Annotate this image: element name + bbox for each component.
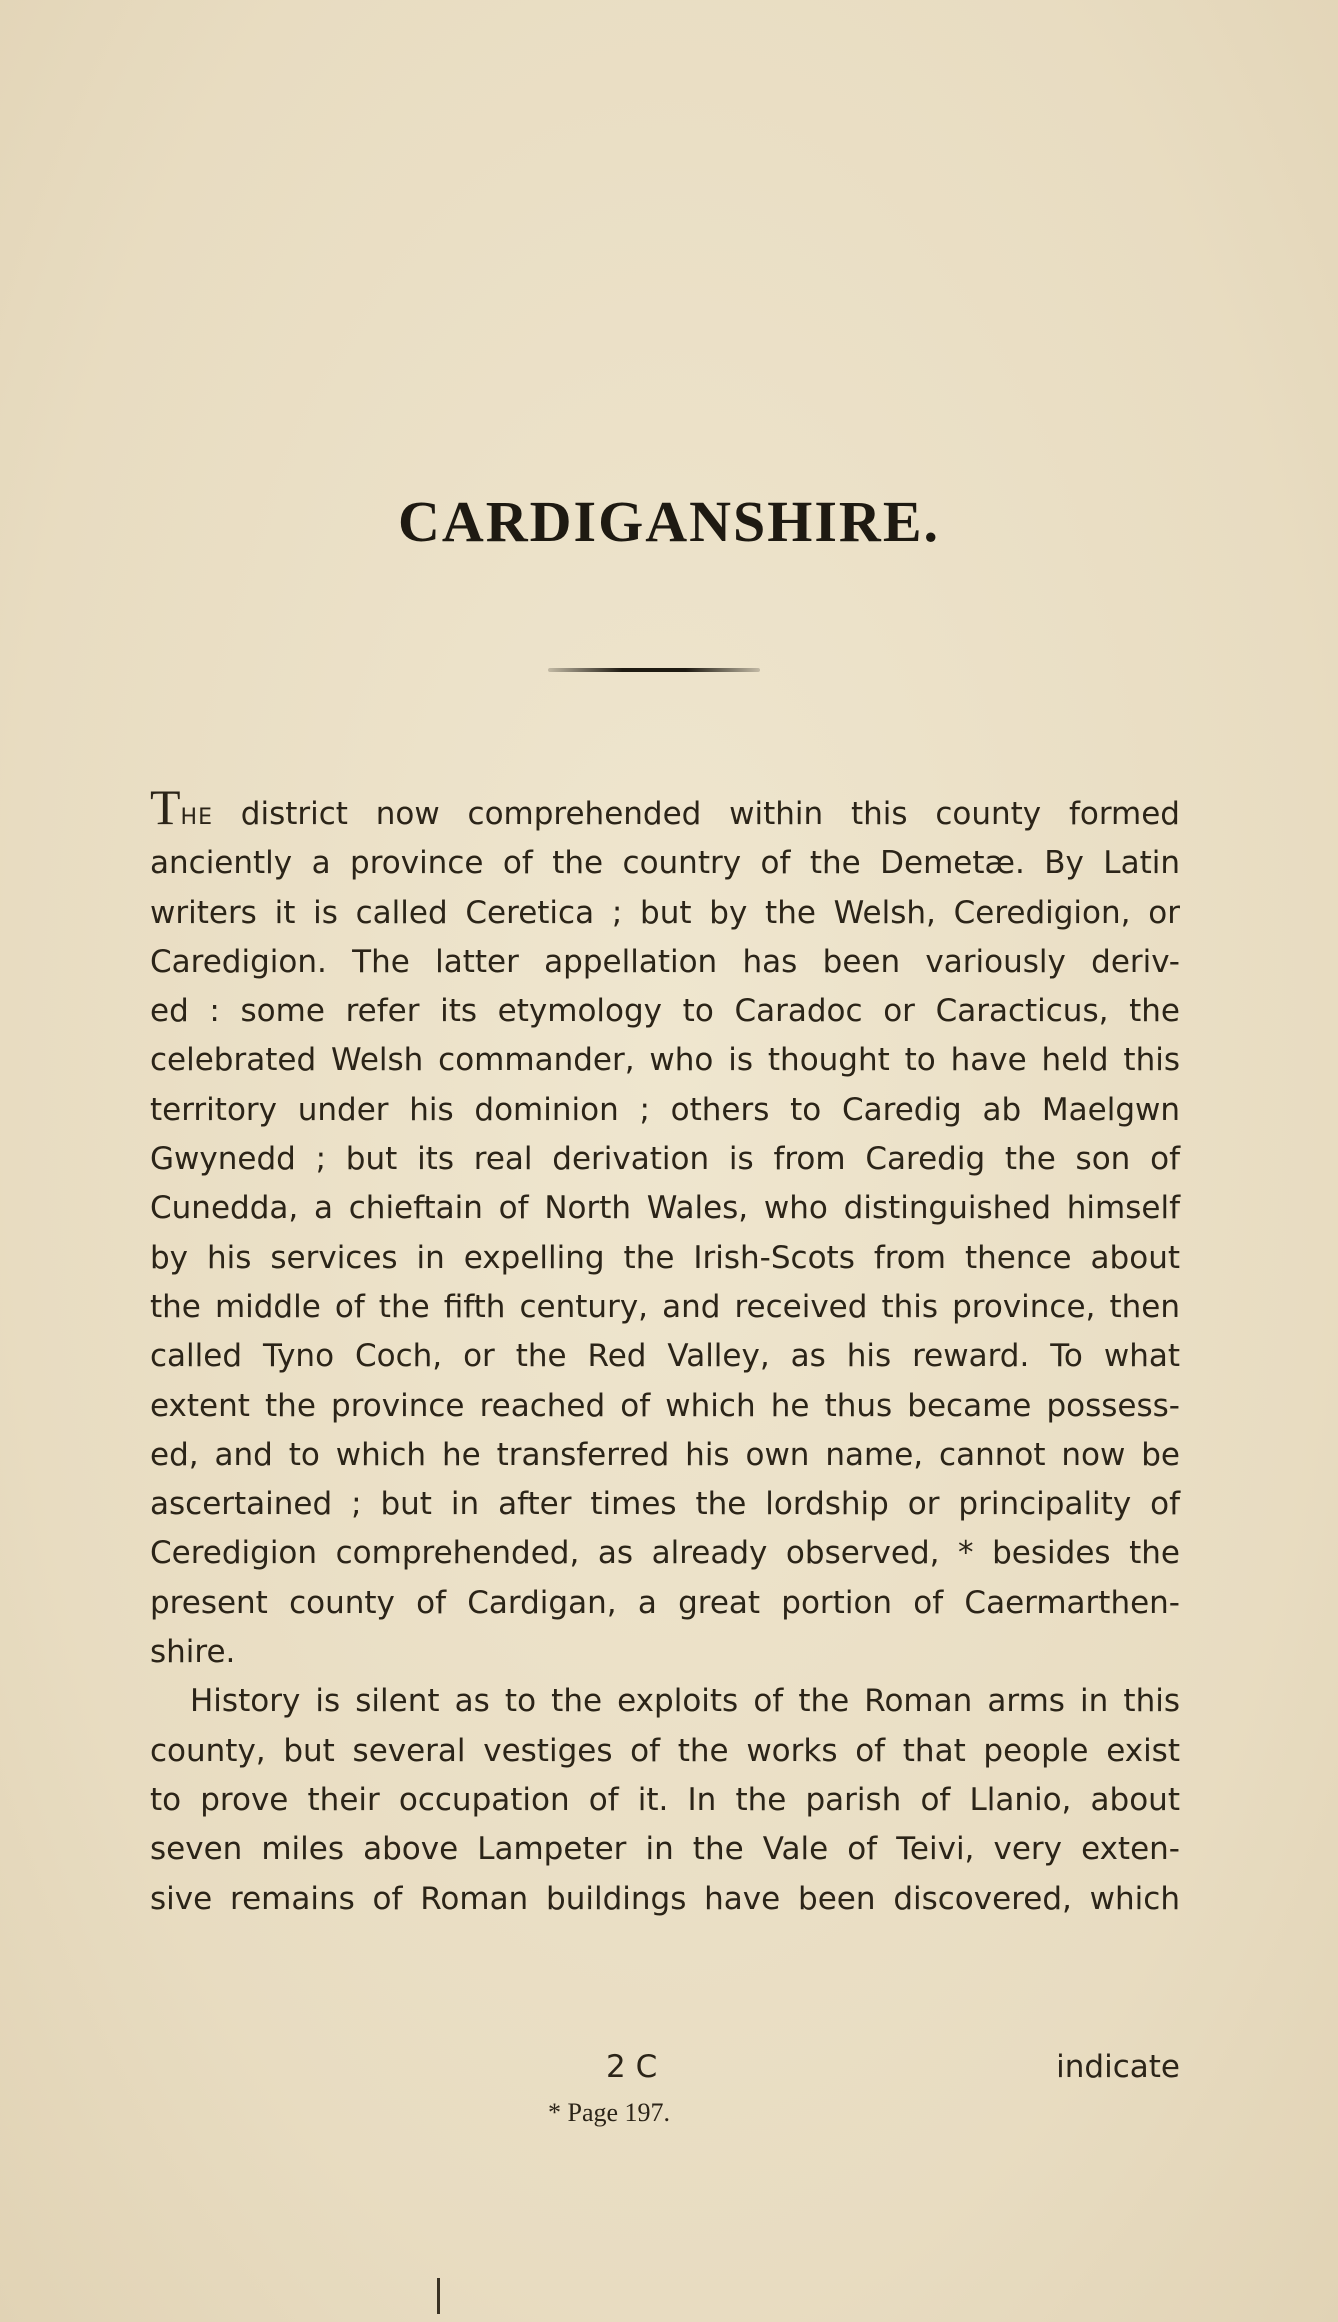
text-line: ascertained ; but in after times the lordship or principality of (150, 1486, 1180, 1523)
text-line: Gwynedd ; but its real derivation is from Caredig the son of (150, 1141, 1180, 1178)
drop-cap: T (150, 779, 181, 835)
text-line: called Tyno Coch, or the Red Valley, as his reward. To what (150, 1338, 1180, 1375)
paragraph-2 (150, 1677, 1180, 1923)
text-line: present county of Cardigan, a great portion of Caermarthen- (150, 1584, 1180, 1621)
small-caps: HE (180, 805, 213, 830)
signature-row (150, 2049, 1180, 2098)
text-line: History is silent as to the exploits of the Roman arms in this (190, 1683, 1180, 1720)
text-line: seven miles above Lampeter in the Vale of Teivi, very exten- (150, 1831, 1180, 1868)
catchword: indicate (1056, 2049, 1180, 2085)
text-line: Cunedda, a chieftain of North Wales, who distinguished himself (150, 1190, 1180, 1227)
text-line-rest: district now comprehended within this county formed (213, 796, 1180, 832)
text-line: Caredigion. The latter appellation has been variously deriv- (150, 943, 1180, 980)
signature-mark: 2 C (606, 2049, 658, 2085)
page-title: CARDIGANSHIRE. (397, 489, 940, 554)
text-line: to prove their occupation of it. In the parish of Llanio, about (150, 1781, 1180, 1818)
text-line: celebrated Welsh commander, who is thought to have held this (150, 1042, 1180, 1079)
text-line: shire. (150, 1634, 236, 1671)
text-line: Ceredigion comprehended, as already observed, * besides the (150, 1535, 1180, 1572)
ornamental-rule (548, 668, 760, 672)
text-line: by his services in expelling the Irish-Scots from thence about (150, 1239, 1180, 1276)
text-line: extent the province reached of which he thus became possess- (150, 1387, 1180, 1424)
text-line (150, 779, 1180, 839)
text-line: ed, and to which he transferred his own name, cannot now be (150, 1436, 1180, 1473)
text-line: anciently a province of the country of the Demetæ. By Latin (150, 845, 1180, 882)
text-line: writers it is called Ceretica ; but by the Welsh, Ceredigion, or (150, 894, 1180, 931)
text-line: territory under his dominion ; others to Caredig ab Maelgwn (150, 1091, 1180, 1128)
page-mark (437, 2278, 440, 2314)
text-line: county, but several vestiges of the works of that people exist (150, 1732, 1180, 1769)
footnote: * Page 197. (548, 2098, 671, 2127)
text-line: sive remains of Roman buildings have been discovered, which (150, 1880, 1180, 1917)
text-line: ed : some refer its etymology to Caradoc or Caracticus, the (150, 993, 1180, 1030)
paragraph-1 (150, 779, 1180, 1677)
text-line: the middle of the fifth century, and received this province, then (150, 1288, 1180, 1325)
body-text (150, 779, 1180, 1924)
